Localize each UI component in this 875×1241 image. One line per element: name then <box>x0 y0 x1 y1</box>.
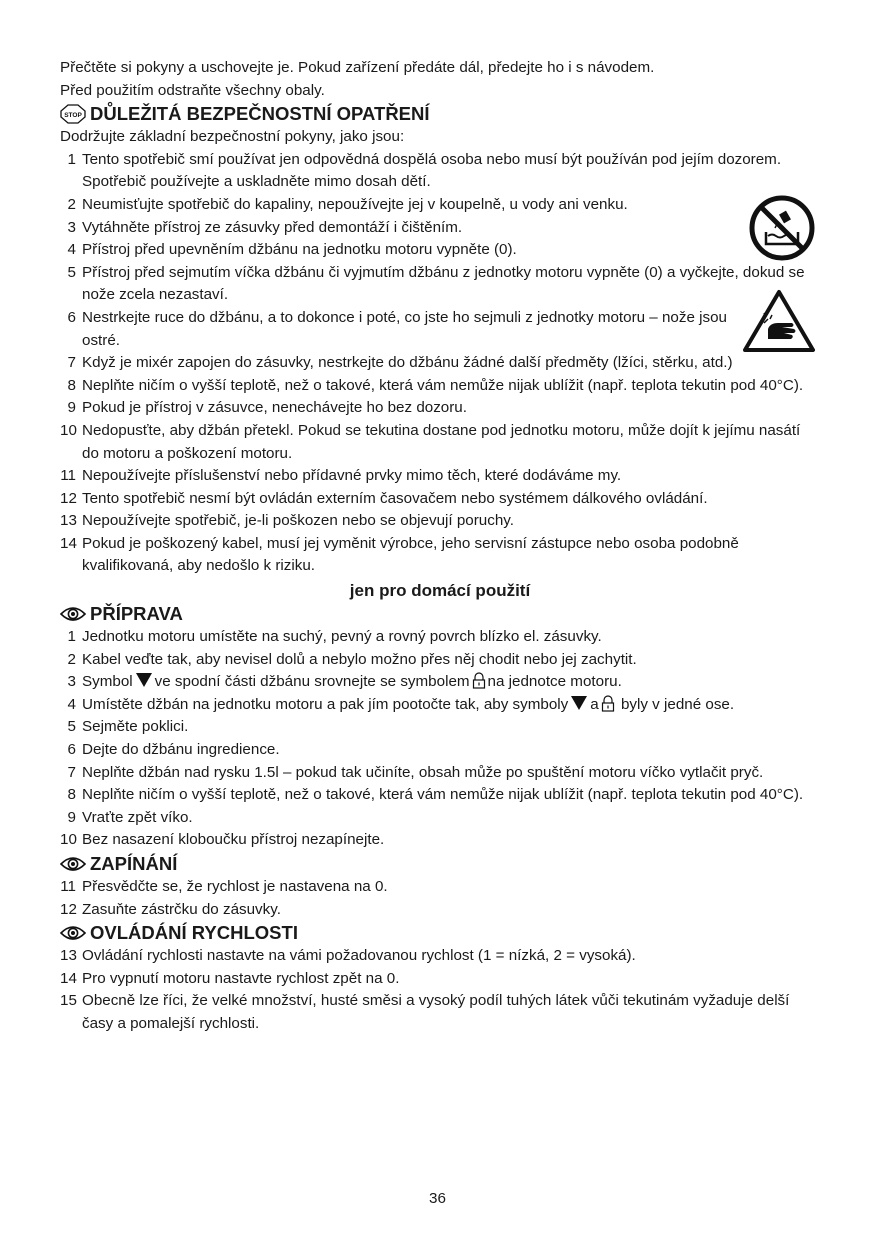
eye-icon <box>60 853 90 875</box>
list-item: 8 Neplňte ničím o vyšší teplotě, než o takové, která vám nemůže nijak ublížit (např. teplota tekutin pod 40°C). <box>67 376 804 394</box>
safety-title: DŮLEŽITÁ BEZPEČNOSTNÍ OPATŘENÍ <box>90 103 430 125</box>
safety-list <box>60 149 820 578</box>
stop-sign-icon <box>60 103 90 125</box>
padlock-icon <box>601 695 615 712</box>
domestic-use-note: jen pro domácí použití <box>349 581 531 601</box>
triangle-symbol-icon <box>571 696 587 710</box>
list-item: 14 Pro vypnutí motoru nastavte rychlost zpět na 0. <box>60 969 400 987</box>
on-heading <box>60 852 820 876</box>
list-item: 6 Nestrkejte ruce do džbánu, a to dokonce i poté, co jste ho sejmuli z jednotky motoru – nože jsou ostré. <box>67 308 727 349</box>
eye-icon <box>60 603 90 625</box>
speed-title: OVLÁDÁNÍ RYCHLOSTI <box>90 922 298 944</box>
safety-lead: Dodržujte základní bezpečnostní pokyny, jako jsou: <box>60 128 405 146</box>
speed-heading <box>60 921 820 945</box>
prep-title: PŘÍPRAVA <box>90 603 183 625</box>
list-item: 5 Sejměte poklici. <box>67 718 189 736</box>
list-item: 15 Obecně lze říci, že velké množství, husté směsi a vysoký podíl tuhých látek vůči tekutinám vyžaduje delší časy a pomalejší rychlosti. <box>60 992 790 1032</box>
intro-line-2: Před použitím odstraňte všechny obaly. <box>60 81 325 99</box>
list-item: 7 Neplňte džbán nad rysku 1.5l – pokud tak učiníte, obsah může po spuštění motoru víčko vytlačit pryč. <box>67 763 764 781</box>
list-item: 13 Ovládání rychlosti nastavte na vámi požadovanou rychlost (1 = nízká, 2 = vysoká). <box>60 947 636 965</box>
on-title: ZAPÍNÁNÍ <box>90 853 178 874</box>
list-item: 13 Nepoužívejte spotřebič, je-li poškozen nebo se objevují poruchy. <box>60 512 514 530</box>
list-item: 1 Jednotku motoru umístěte na suchý, pevný a rovný povrch blízko el. zásuvky. <box>67 628 602 646</box>
list-item: 4 Přístroj před upevněním džbánu na jednotku motoru vypněte (0). <box>67 241 517 259</box>
list-item: 4 Umístěte džbán na jednotku motoru a pak jím pootočte tak, aby symboly a byly v jedné ose. <box>67 695 735 713</box>
padlock-icon <box>472 672 486 689</box>
sharp-blades-warning-icon <box>742 289 816 353</box>
list-item: 2 Kabel veďte tak, aby nevisel dolů a nebylo možno přes něj chodit nebo jej zachytit. <box>67 650 637 668</box>
list-item: 10 Bez nasazení kloboučku přístroj nezapínejte. <box>60 831 385 849</box>
eye-icon <box>60 922 90 944</box>
list-item: 9 Vraťte zpět víko. <box>67 808 193 826</box>
prep-heading <box>60 602 820 626</box>
list-item: 3 Symbol ve spodní části džbánu srovnejte se symbolem na jednotce motoru. <box>67 673 622 691</box>
speed-list <box>60 945 820 1035</box>
intro-line-1: Přečtěte si pokyny a uschovejte je. Pokud zařízení předáte dál, předejte ho i s návodem. <box>60 59 655 76</box>
list-item: 3 Vytáhněte přístroj ze zásuvky před demontáží i čištěním. <box>67 218 463 236</box>
list-item: 8 Neplňte ničím o vyšší teplotě, než o takové, která vám nemůže nijak ublížit (např. teplota tekutin pod 40°C). <box>67 786 804 804</box>
no-water-warning-icon <box>748 194 816 262</box>
stop-label: STOP <box>64 112 82 120</box>
list-item: 7 Když je mixér zapojen do zásuvky, nestrkejte do džbánu žádné další předměty (lžíci, stěrku, atd.) <box>67 354 733 372</box>
triangle-symbol-icon <box>136 673 152 687</box>
list-item: 12 Zasuňte zástrčku do zásuvky. <box>60 900 281 918</box>
list-item: 10 Nedopusťte, aby džbán přetekl. Pokud se tekutina dostane pod jednotku motoru, může dojít k jejímu nasátí do motoru a poškození motoru. <box>60 421 801 462</box>
list-item: 6 Dejte do džbánu ingredience. <box>67 741 280 759</box>
page-number: 36 <box>429 1190 446 1207</box>
list-item: 12 Tento spotřebič nesmí být ovládán externím časovačem nebo systémem dálkového ovládání. <box>60 489 708 507</box>
safety-heading <box>60 102 820 126</box>
list-item: 9 Pokud je přístroj v zásuvce, nenechávejte ho bez dozoru. <box>67 399 467 417</box>
list-item: 1 Tento spotřebič smí používat jen odpovědná dospělá osoba nebo musí být používán pod jejím dozorem. Spotřebič používejte a uskladněte mimo dosah dětí. <box>67 150 782 191</box>
list-item: 2 Neumisťujte spotřebič do kapaliny, nepoužívejte jej v koupelně, u vody ani venku. <box>67 195 628 213</box>
list-item: 14 Pokud je poškozený kabel, musí jej vyměnit výrobce, jeho servisní zástupce nebo osoba podobně kvalifikovaná, aby nedošlo k riziku. <box>60 534 739 575</box>
prep-list <box>60 626 820 852</box>
list-item: 5 Přístroj před sejmutím víčka džbánu či vyjmutím džbánu z jednotky motoru vypněte (0) a vyčkejte, dokud se nože zcela nezastaví. <box>67 263 805 304</box>
list-item: 11 Nepoužívejte příslušenství nebo přídavné prvky mimo těch, které dodáváme my. <box>60 467 622 485</box>
list-item: 11 Přesvědčte se, že rychlost je nastavena na 0. <box>60 878 388 895</box>
page-content <box>60 57 820 1036</box>
on-list <box>60 876 820 921</box>
